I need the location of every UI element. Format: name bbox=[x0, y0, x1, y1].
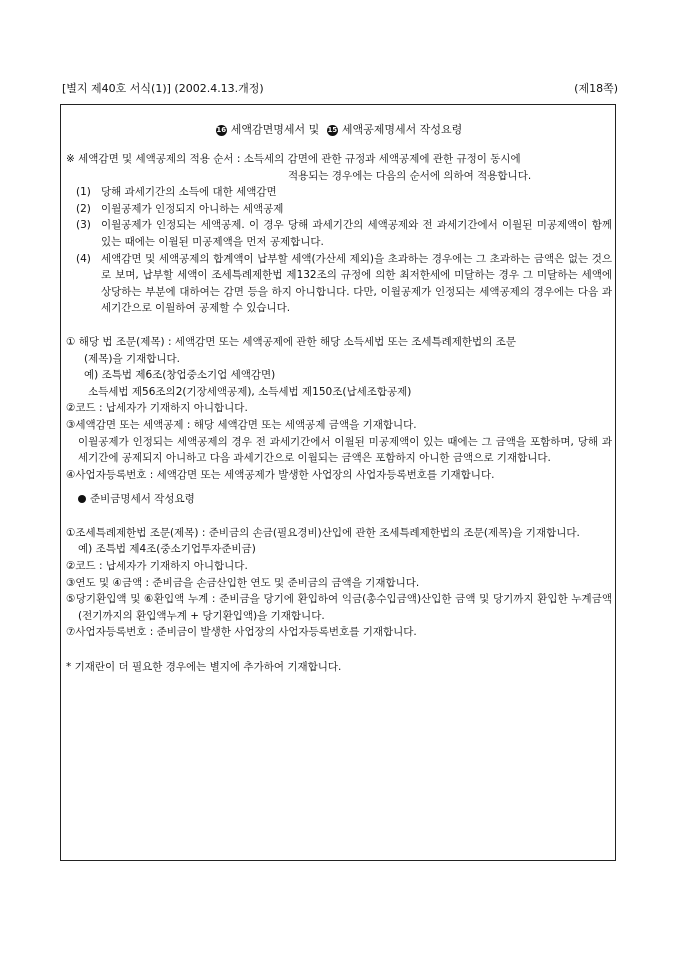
order-item-1: (1) 당해 과세기간의 소득에 대한 세액감면 bbox=[76, 186, 277, 199]
reserve-item-2: ②코드 : 납세자가 기재하지 아니합니다. bbox=[66, 560, 248, 573]
title-part-2: 세액공제명세서 작성요령 bbox=[341, 123, 463, 136]
reserve-instructions bbox=[66, 525, 612, 641]
form-reference: [별지 제40호 서식(1)] (2002.4.13.개정) bbox=[62, 82, 264, 95]
reserve-item-3-4: ③연도 및 ④금액 : 준비금을 손금산입한 연도 및 준비금의 금액을 기재합니다. bbox=[66, 576, 420, 589]
order-intro: ※ 세액감면 및 세액공제의 적용 순서 : 소득세의 감면에 관한 규정과 세액공제에 관한 규정이 동시에 bbox=[66, 153, 521, 165]
item-3-amount: ③세액감면 또는 세액공제 : 해당 세액감면 또는 세액공제 금액을 기재합니다. bbox=[66, 418, 417, 431]
reserve-item-1: ①조세특례제한법 조문(제목) : 준비금의 손금(필요경비)산입에 관한 조세특례제한법의 조문(제목)을 기재합니다. bbox=[66, 526, 580, 539]
page-number: (제18쪽) bbox=[574, 82, 618, 95]
item-3-amount-detail: 이월공제가 인정되는 세액공제의 경우 전 과세기간에서 이월된 미공제액이 있는 때에는 그 금액을 포함하며, 당해 과세기간에 공제되지 아니하고 다음 과세기간으로 이월되는 금액은 포함하지 아니한 금액으로 기재합니다. bbox=[78, 435, 612, 465]
reserve-item-7: ⑦사업자등록번호 : 준비금이 발생한 사업장의 사업자등록번호를 기재합니다. bbox=[66, 626, 417, 639]
reserve-item-1-example: 예) 조특법 제4조(중소기업투자준비금) bbox=[78, 543, 256, 556]
number-badge-15: 15 bbox=[327, 125, 338, 134]
reserve-item-5-6: ⑤당기환입액 및 ⑥환입액 누계 : 준비금을 당기에 환입하여 익금(총수입금액)산입한 금액 및 당기까지 환입한 누계금액(전기까지의 환입액누계 + 당기환입액)을 기재합니다. bbox=[66, 593, 612, 622]
reserve-section-title: 준비금명세서 작성요령 bbox=[78, 491, 612, 508]
application-order bbox=[66, 151, 612, 317]
footnote: * 기재란이 더 필요한 경우에는 별지에 추가하여 기재합니다. bbox=[66, 661, 342, 674]
order-intro-cont: 적용되는 경우에는 다음의 순서에 의하여 적용합니다. bbox=[288, 169, 532, 182]
instructions-content bbox=[66, 104, 612, 676]
order-item-4: (4) 세액감면 및 세액공제의 합계액이 납부할 세액(가산세 제외)을 초과하는 경우에는 그 초과하는 금액은 없는 것으로 보며, 납부할 세액이 조세특례제한법 제132조의 규정에 의한 최저한세에 미달하는 경우 그 미달하는 세액에 상당하는 부분에 대하여는 감면 등을 하지 아니합니다. 다만, 이월공제가 인정되는 세액공제의 경우에는 다음 과세기간으로 이월하여 공제할 수 있습니다. bbox=[76, 252, 612, 315]
item-1-example-1: 예) 조특법 제6조(창업중소기업 세액감면) bbox=[84, 369, 276, 382]
document-title bbox=[66, 121, 612, 137]
item-1-law-article-cont: (제목)을 기재합니다. bbox=[84, 352, 181, 365]
item-4-business-number: ④사업자등록번호 : 세액감면 또는 세액공제가 발생한 사업장의 사업자등록번호를 기재합니다. bbox=[66, 468, 495, 481]
order-item-2: (2) 이월공제가 인정되지 아니하는 세액공제 bbox=[76, 202, 284, 215]
number-badge-16: 16 bbox=[216, 125, 227, 134]
item-2-code: ②코드 : 납세자가 기재하지 아니합니다. bbox=[66, 402, 248, 415]
item-1-example-2: 소득세법 제56조의2(기장세액공제), 소득세법 제150조(납세조합공제) bbox=[88, 385, 412, 398]
title-part-1: 세액감면명세서 및 bbox=[230, 123, 320, 136]
bullet-icon bbox=[78, 495, 86, 503]
order-item-3: (3) 이월공제가 인정되는 세액공제. 이 경우 당해 과세기간의 세액공제와 전 과세기간에서 이월된 미공제액이 함께 있는 때에는 이월된 미공제액을 먼저 공제합니다. bbox=[76, 219, 612, 248]
item-1-law-article: ① 해당 법 조문(제목) : 세액감면 또는 세액공제에 관한 해당 소득세법 또는 조세특례제한법의 조문 bbox=[66, 335, 516, 348]
tax-credit-instructions bbox=[66, 334, 612, 483]
